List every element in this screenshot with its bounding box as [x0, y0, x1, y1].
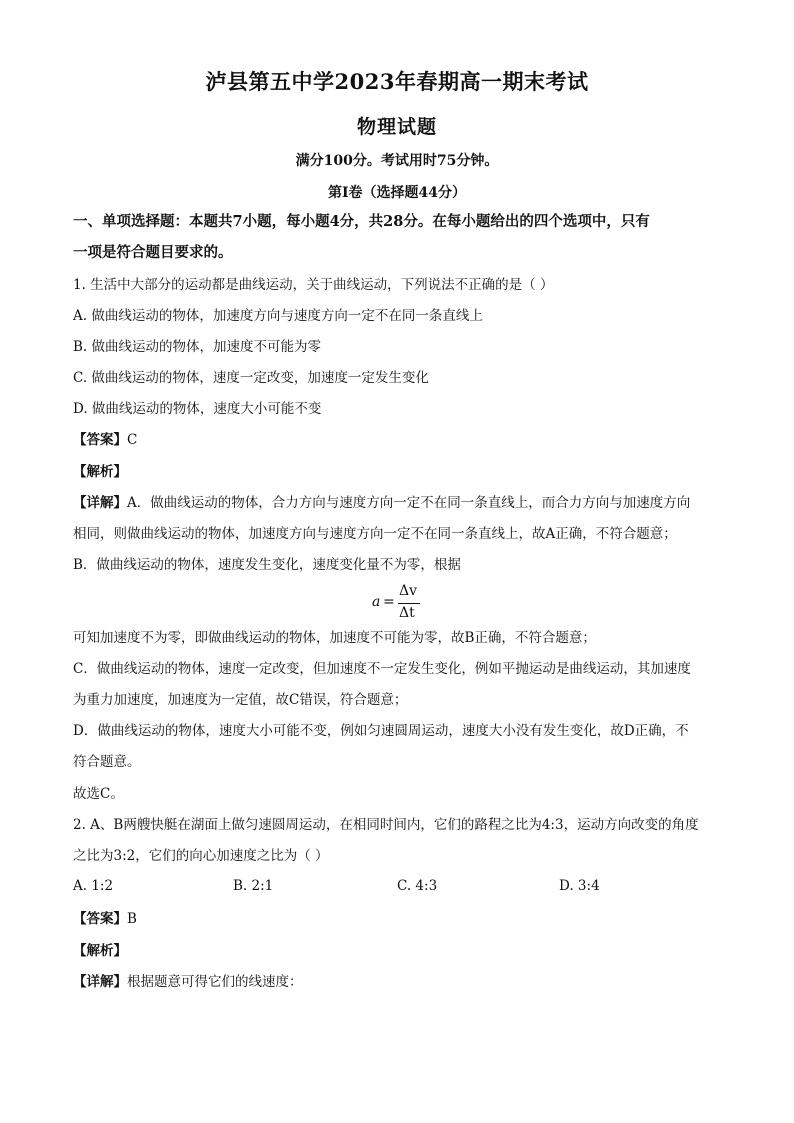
q1-detail-a1	[73, 493, 723, 513]
answer-tag: 【答案】	[73, 432, 127, 448]
q1-detail-d1: D．做曲线运动的物体，速度大小可能不变，例如匀速圆周运动，速度大小没有发生变化，故D正确，不	[73, 723, 689, 739]
q1-analysis	[73, 462, 723, 482]
q2-option-b: B. 2:1	[233, 878, 274, 894]
q1-stem: 1. 生活中大部分的运动都是曲线运动，关于曲线运动，下列说法不正确的是（ ）	[73, 277, 554, 293]
detail-text: 根据题意可得它们的线速度：	[127, 974, 303, 990]
q2-stem-line2: 之比为3:2，它们的向心加速度之比为（ ）	[73, 848, 329, 864]
q1-answer	[73, 430, 723, 450]
score-info: 满分100分。考试用时75分钟。	[295, 153, 499, 169]
q2-analysis	[73, 941, 723, 961]
formula-denominator: Δt	[399, 605, 415, 621]
q1-detail-d2: 符合题意。	[73, 754, 141, 770]
q2-detail	[73, 972, 723, 992]
formula-equals: =	[383, 594, 395, 610]
acceleration-formula	[372, 583, 432, 623]
answer-tag: 【答案】	[73, 911, 127, 927]
q1-detail-c2: 为重力加速度，加速度为一定值，故C错误，符合题意；	[73, 692, 408, 708]
formula-lhs: a	[372, 594, 381, 610]
q2-option-c: C. 4:3	[397, 878, 438, 894]
section-heading-line2: 一项是符合题目要求的。	[73, 244, 233, 261]
analysis-tag: 【解析】	[73, 943, 127, 959]
q1-detail-b2: 可知加速度不为零，即做曲线运动的物体，加速度不可能为零，故B正确，不符合题意；	[73, 630, 596, 646]
subject-title: 物理试题	[356, 116, 437, 138]
q1-option-c: C. 做曲线运动的物体，速度一定改变，加速度一定发生变化	[73, 370, 429, 386]
fraction-bar	[398, 603, 420, 604]
q1-detail-c1: C．做曲线运动的物体，速度一定改变，但加速度不一定发生变化，例如平抛运动是曲线运动，其加速度	[73, 661, 691, 677]
q2-option-a: A. 1:2	[73, 878, 114, 894]
detail-text: A．做曲线运动的物体，合力方向与速度方向一定不在同一条直线上，而合力方向与加速度方向	[127, 495, 691, 511]
section-heading-line1: 一、单项选择题：本题共7小题，每小题4分，共28分。在每小题给出的四个选项中，只有	[73, 213, 650, 230]
q1-option-a: A. 做曲线运动的物体，加速度方向与速度方向一定不在同一条直线上	[73, 308, 483, 324]
q2-answer	[73, 909, 723, 929]
q2-options	[73, 878, 723, 898]
q1-option-d: D. 做曲线运动的物体，速度大小可能不变	[73, 401, 322, 417]
answer-value: B	[127, 911, 137, 927]
answer-value: C	[127, 432, 138, 448]
volume-heading: 第I卷（选择题44分）	[327, 185, 467, 201]
analysis-tag: 【解析】	[73, 464, 127, 480]
q2-stem-line1: 2. A、B两艘快艇在湖面上做匀速圆周运动，在相同时间内，它们的路程之比为4:3，运动方向改变的角度	[73, 817, 699, 833]
q1-option-b: B. 做曲线运动的物体，加速度不可能为零	[73, 339, 322, 355]
q2-option-d: D. 3:4	[559, 878, 600, 894]
detail-tag: 【详解】	[73, 495, 127, 511]
q1-conclusion: 故选C。	[73, 786, 124, 802]
exam-title: 泸县第五中学2023年春期高一期末考试	[205, 69, 589, 94]
formula-numerator: Δv	[399, 583, 418, 599]
q1-detail-b1: B．做曲线运动的物体，速度发生变化，速度变化量不为零，根据	[73, 557, 461, 573]
q1-detail-a2: 相同，则做曲线运动的物体，加速度方向与速度方向一定不在同一条直线上，故A正确，不符合题意；	[73, 526, 677, 542]
detail-tag: 【详解】	[73, 974, 127, 990]
